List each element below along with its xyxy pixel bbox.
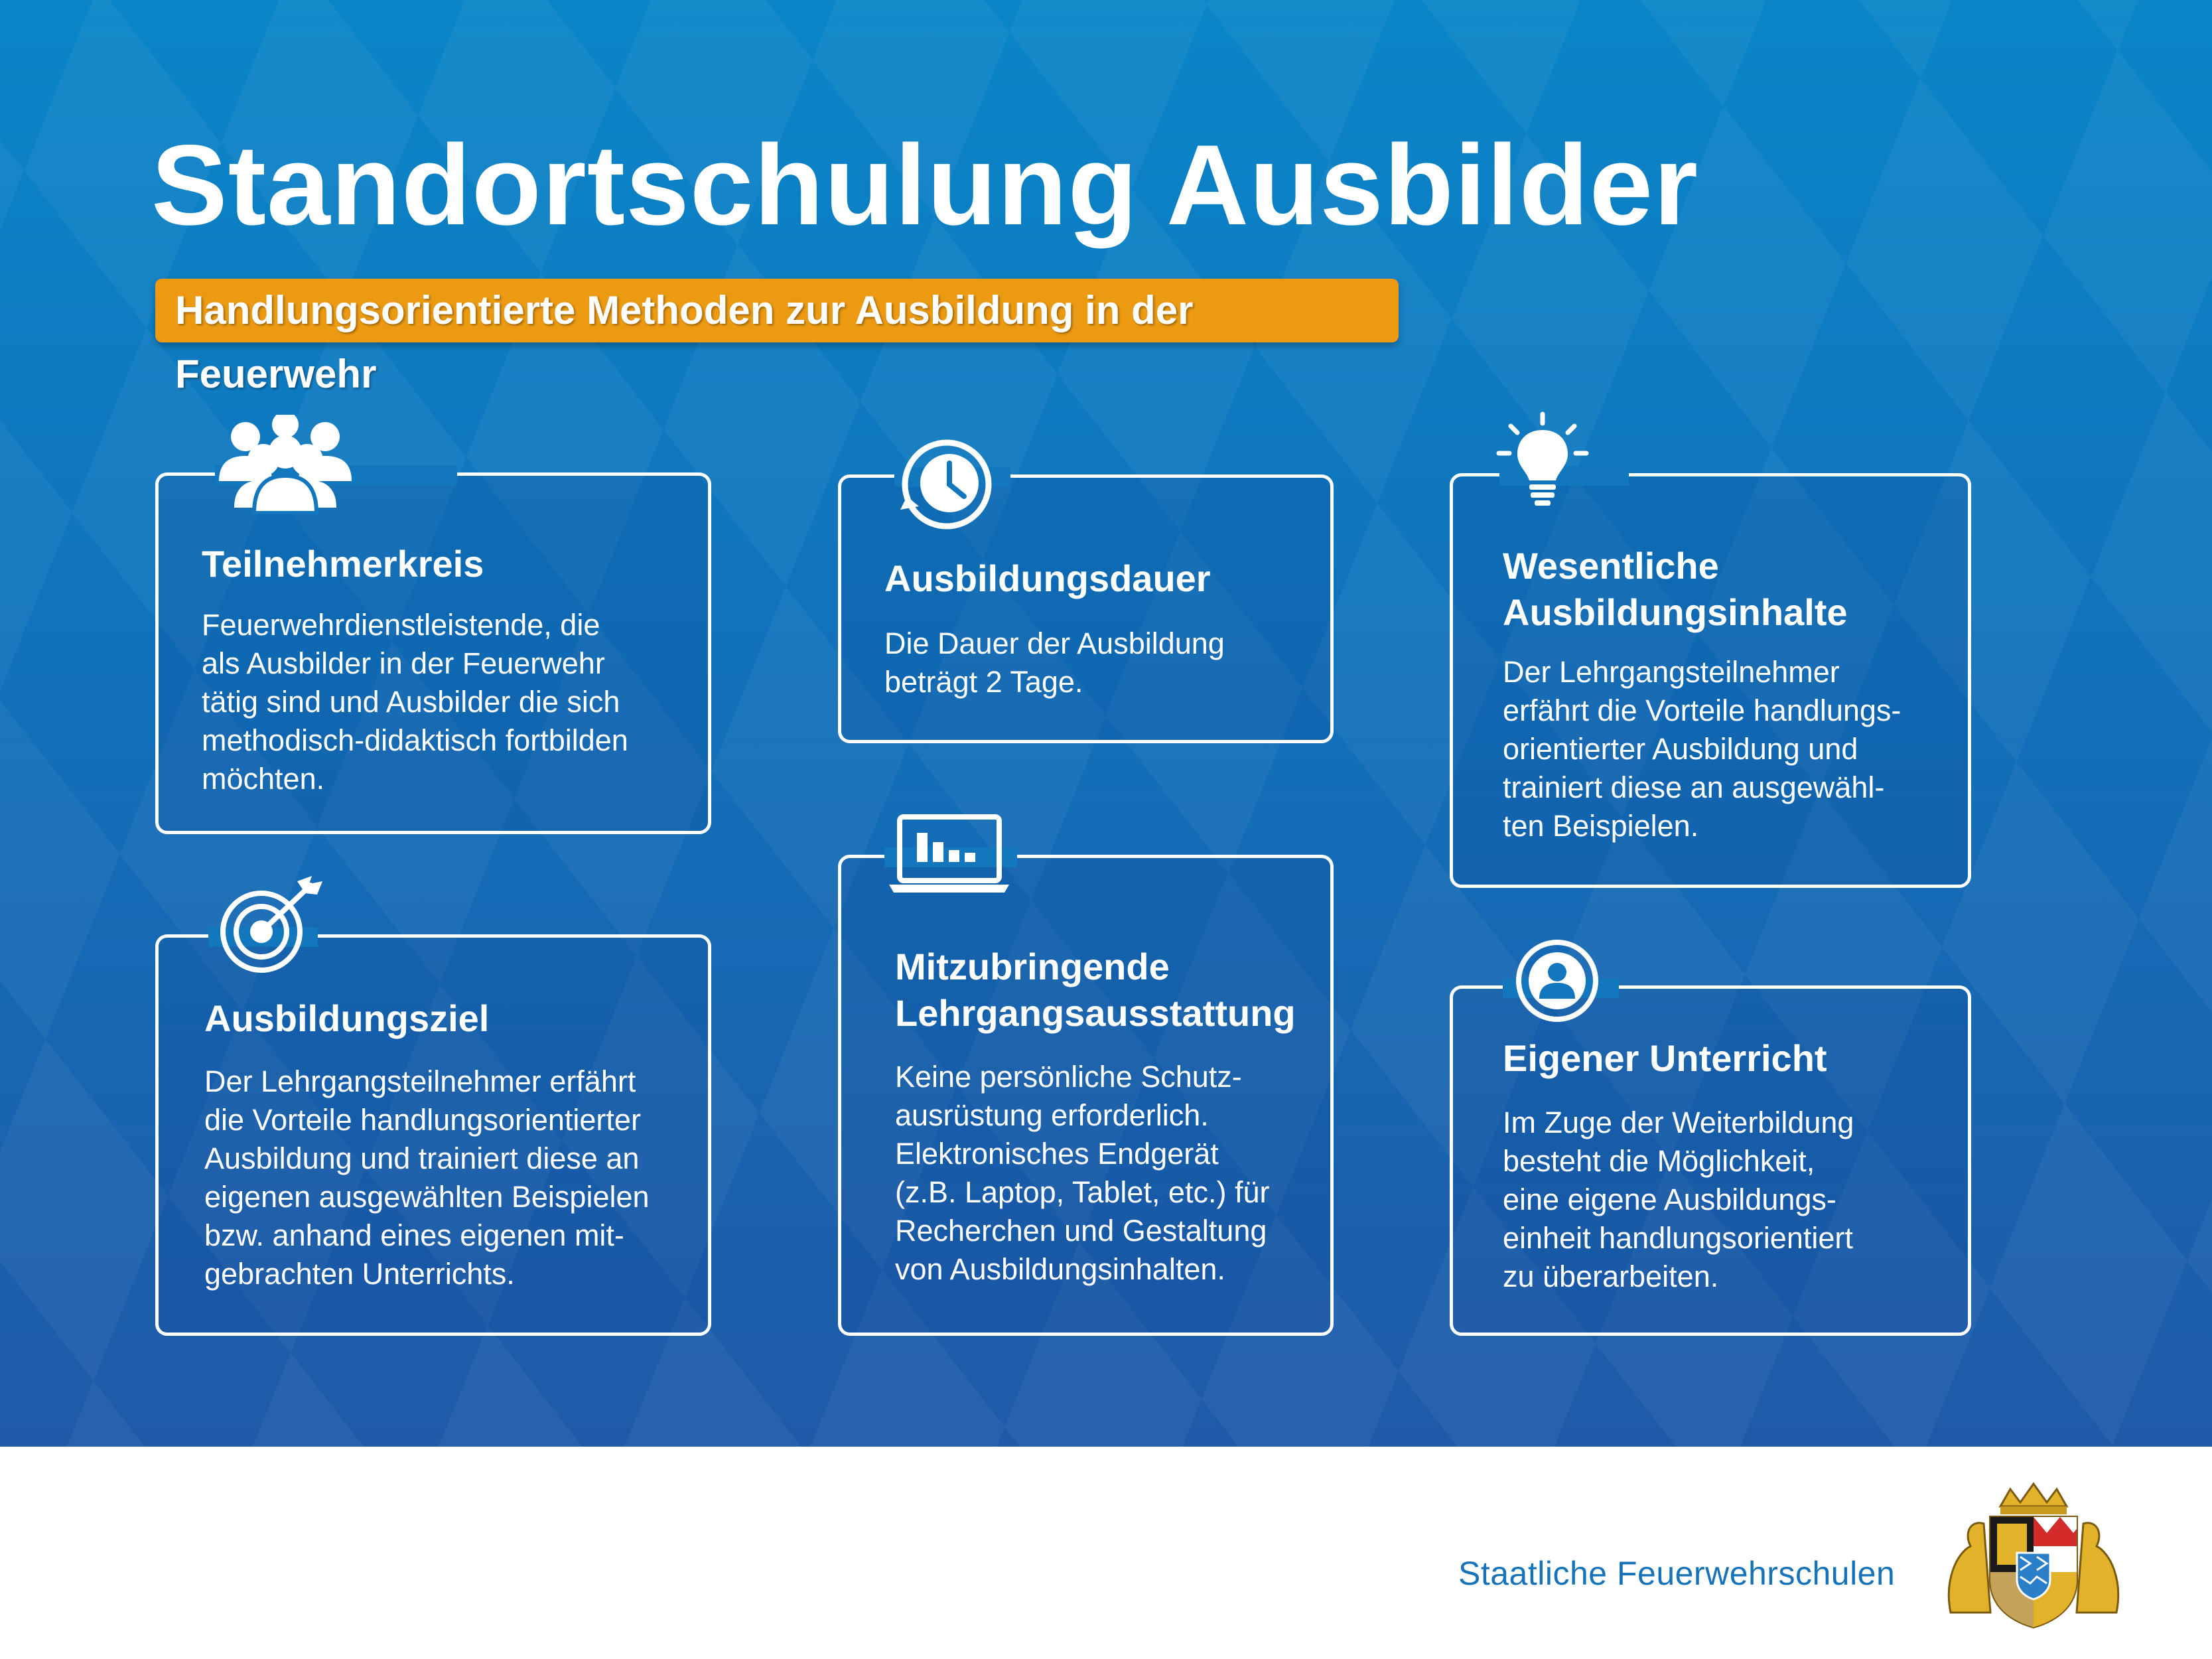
card-text: Der Lehrgangsteilnehmer erfährt die Vorteile handlungs- orientierter Ausbildung und trainiert diese an ausgewähl- ten Beispielen. — [1503, 655, 1901, 843]
subtitle: Handlungsorientierte Methoden zur Ausbildung in der Feuerwehr — [175, 288, 1194, 396]
card-title: Ausbildungsziel — [204, 997, 490, 1039]
subtitle-badge — [155, 279, 1399, 396]
target-icon — [219, 875, 325, 974]
card-text: Im Zuge der Weiterbildung besteht die Möglichkeit, eine eigene Ausbildungs- einheit handlungsorientiert zu überarbeiten. — [1503, 1106, 1854, 1293]
coat-of-arms-logo — [1944, 1480, 2123, 1632]
card-title: Teilnehmerkreis — [202, 543, 484, 585]
lightbulb-icon — [1496, 411, 1589, 511]
card-title: Ausbildungsdauer — [884, 557, 1211, 599]
organization-name: Staatliche Feuerwehrschulen — [1458, 1555, 1896, 1592]
page-title: Standortschulung Ausbilder — [151, 121, 1699, 249]
card-text: Der Lehrgangsteilnehmer erfährt die Vorteile handlungsorientierter Ausbildung und trainiert diese an eigenen ausgewählten Beispielen bzw. anhand eines eigenen mit- gebrachten Unterrichts. — [204, 1064, 650, 1291]
laptop-icon — [888, 813, 1010, 896]
card-title: Mitzubringende Lehrgangsausstattung — [895, 946, 1296, 1034]
clock-icon — [899, 437, 995, 533]
card-title: Wesentliche Ausbildungsinhalte — [1503, 545, 1848, 633]
group-icon — [216, 415, 355, 514]
card-text: Die Dauer der Ausbildung beträgt 2 Tage. — [884, 626, 1225, 699]
card-text: Keine persönliche Schutz- ausrüstung erforderlich. Elektronisches Endgerät (z.B. Laptop, Tablet, etc.) für Recherchen und Gestaltung von Ausbildungsinhalten. — [895, 1060, 1270, 1286]
card-text: Feuerwehrdienstleistende, die als Ausbilder in der Feuerwehr tätig sind und Ausbilder die sich methodisch-didaktisch fortbilden möchten. — [202, 608, 628, 796]
card-title: Eigener Unterricht — [1503, 1037, 1827, 1079]
footer — [0, 1447, 2212, 1659]
person-icon — [1514, 938, 1600, 1024]
